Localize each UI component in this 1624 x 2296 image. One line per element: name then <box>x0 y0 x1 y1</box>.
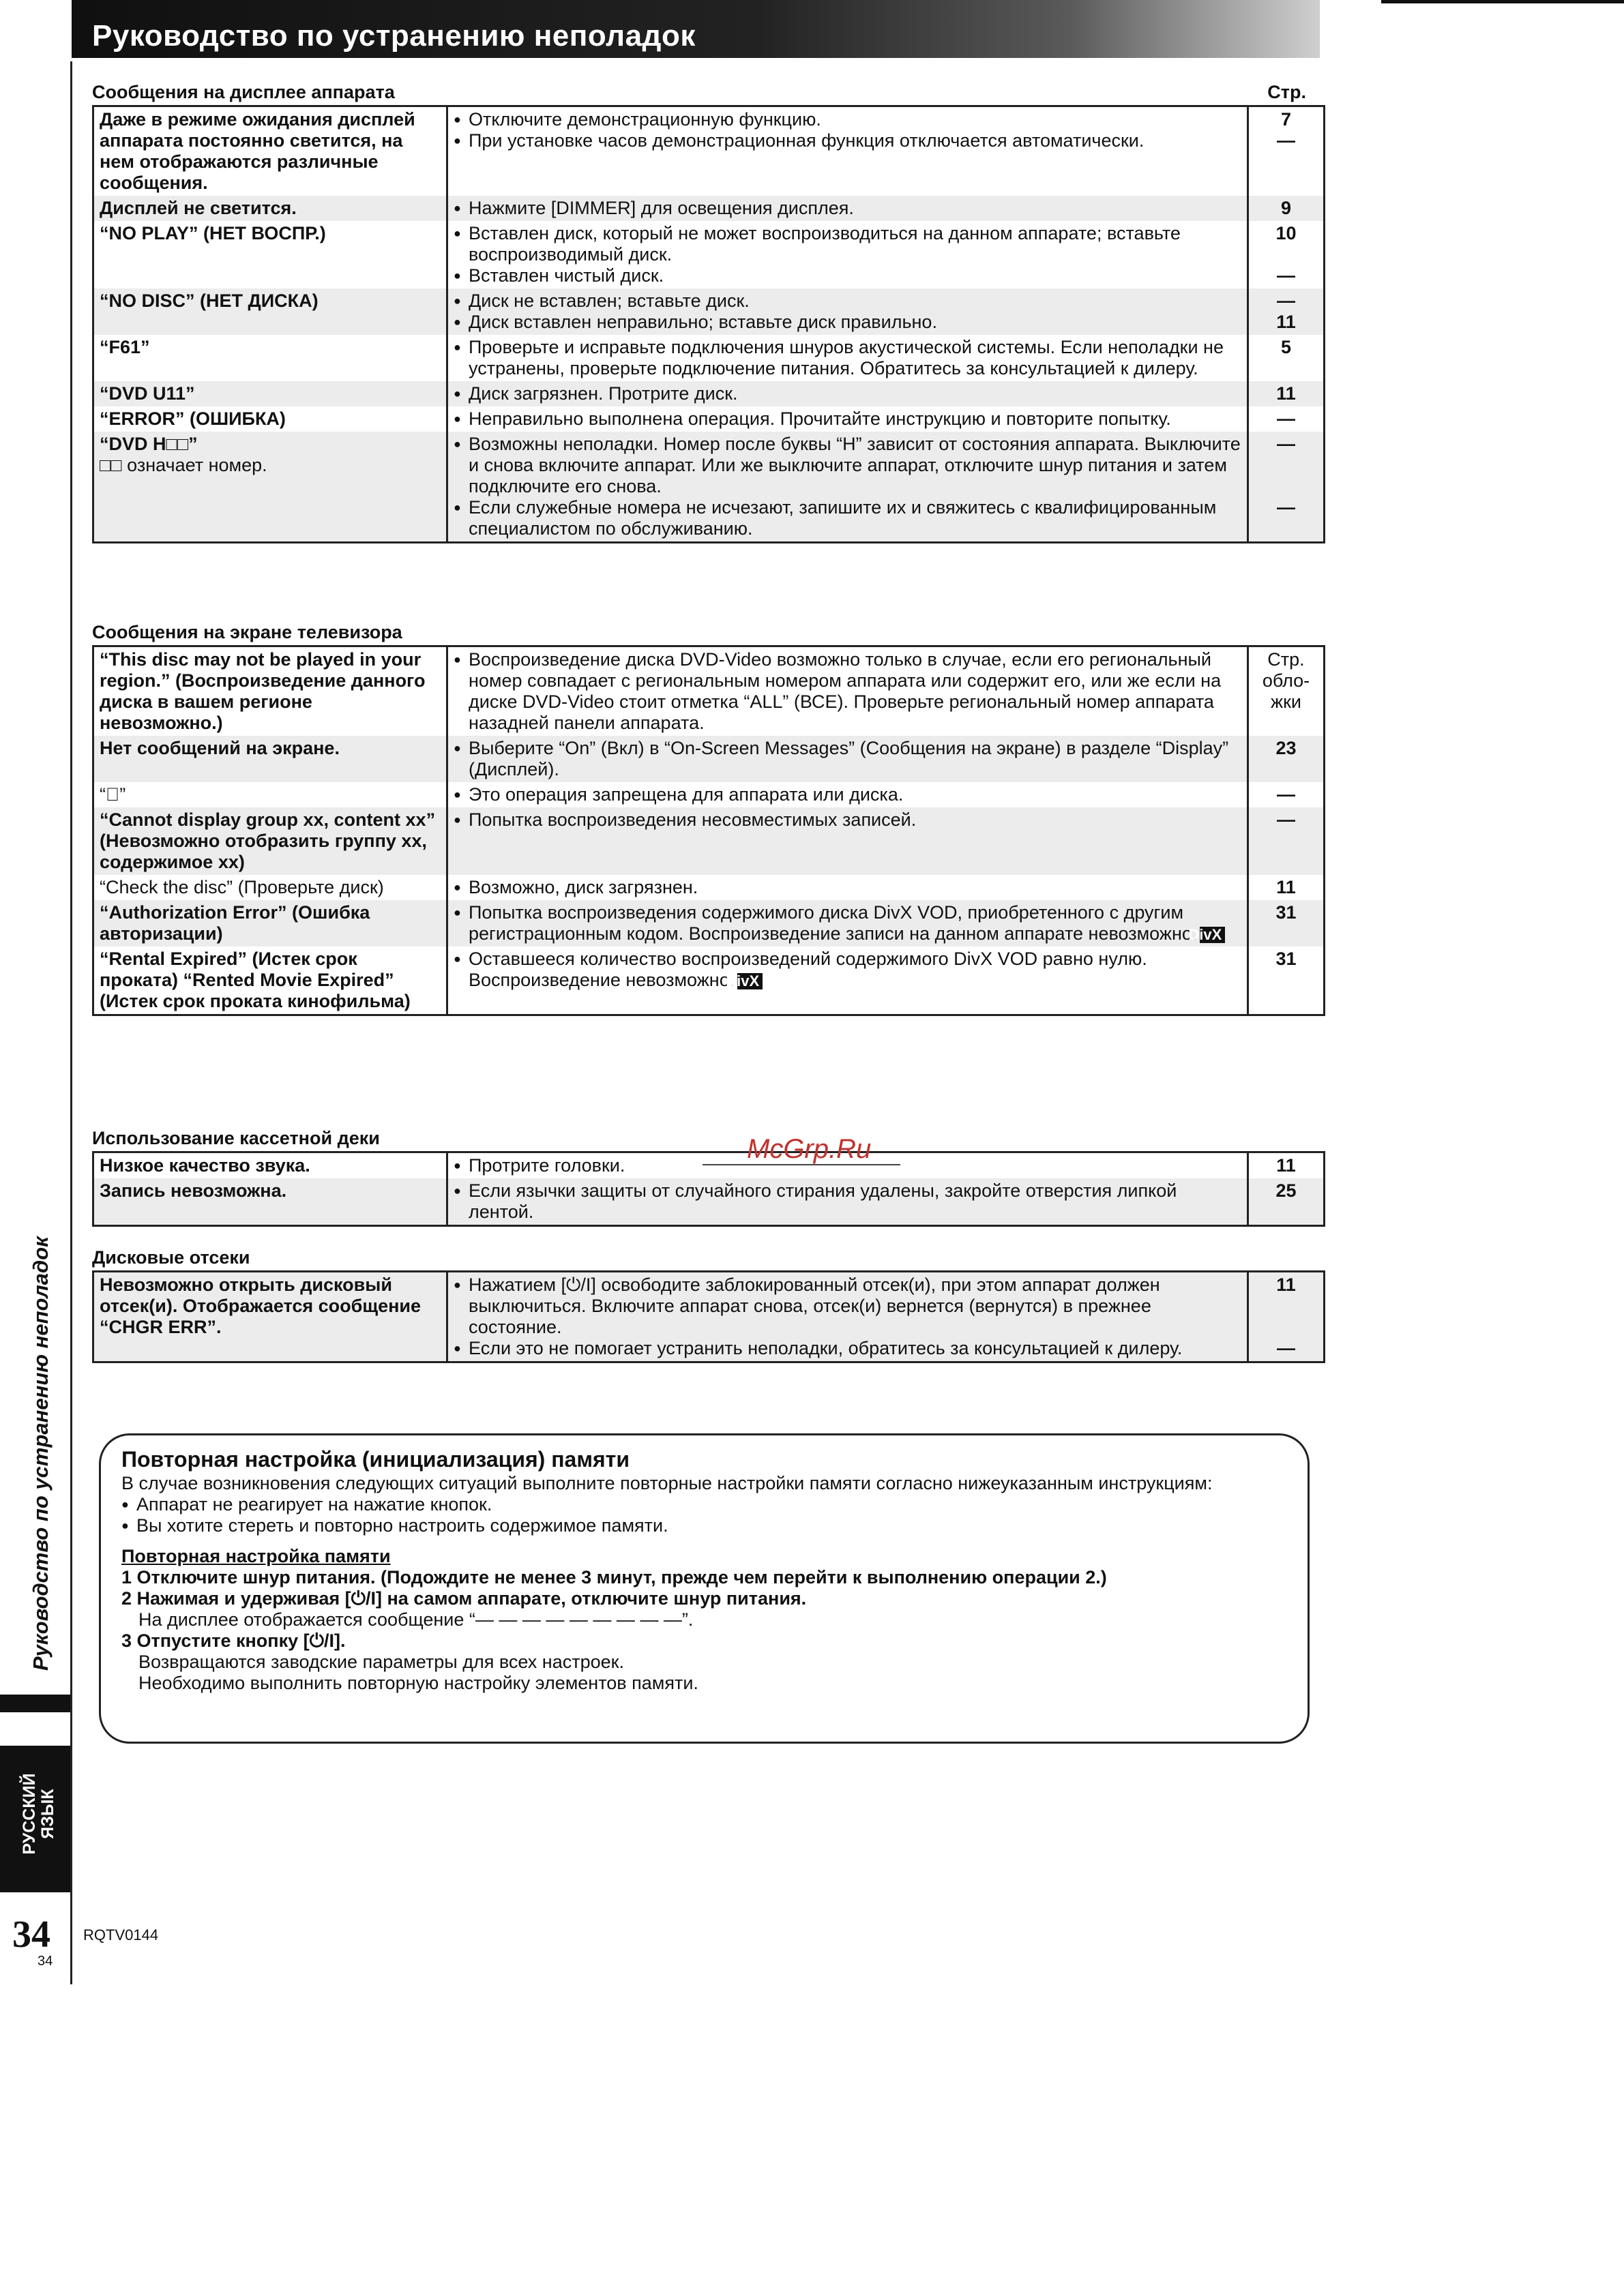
reset-title: Повторная настройка (инициализация) памяти <box>121 1447 630 1472</box>
watermark: McGrp.Ru <box>747 1134 872 1164</box>
table-row: “Check the disc” (Проверьте диск) ● Возможно, диск загрязнен. 11 <box>93 875 1325 900</box>
reset-step-1: 1 Отключите шнур питания. (Подождите не менее 3 минут, прежде чем перейти к выполнению операции 2.) <box>121 1567 1107 1587</box>
tv-messages-section <box>92 619 1320 1016</box>
section-heading: Сообщения на экране телевизора <box>92 622 402 642</box>
reset-subheading: Повторная настройка памяти <box>121 1546 391 1566</box>
tv-messages-table <box>92 645 1325 1016</box>
table-row: “ERROR” (ОШИБКА) ● Неправильно выполнена операция. Прочитайте инструкцию и повторите попытку. — <box>93 406 1325 432</box>
table-row: Нет сообщений на экране. ● Выберите “On” (Вкл) в “On-Screen Messages” (Сообщения на экране) в разделе “Display” (Дисплей). 23 <box>93 736 1325 782</box>
divx-badge: DivX <box>1200 927 1225 943</box>
section-heading: Сообщения на дисплее аппарата Стр. <box>92 79 1320 105</box>
page-number-small: 34 <box>38 1954 53 1969</box>
display-messages-table <box>92 105 1325 543</box>
section-heading: Дисковые отсеки <box>92 1247 250 1268</box>
watermark-underline <box>703 1164 900 1165</box>
spine-rule <box>70 61 72 1984</box>
table-row: “Rental Expired” (Истек срок проката) “Rented Movie Expired” (Истек срок проката кинофильма) ● Оставшееся количество воспроизведений содержимого DivX VOD равно нулю. Воспроизведение невозможно.DivX 31 <box>93 946 1325 1015</box>
tape-deck-table <box>92 1151 1325 1227</box>
table-row: Невозможно открыть дисковый отсек(и). Отображается сообщение “CHGR ERR”. ● Нажатием [⏻/I] освободите заблокированный отсек(и), при этом аппарат должен выключиться. Включите аппарат снова, отсек(и) вернется (вернутся) в прежнее состояние. ● Если это не помогает устранить неполадки, обратитесь за консультацией к дилеру. 11 — <box>93 1272 1325 1362</box>
spine-label: Руководство по устранению неполадок <box>29 1236 53 1671</box>
title-bar <box>72 0 1320 58</box>
top-rule <box>1381 0 1624 3</box>
table-row: “Authorization Error” (Ошибка авторизации) ● Попытка воспроизведения содержимого диска DivX VOD, приобретенного с другим регистрационным кодом. Воспроизведение записи на данном аппарате невозможно.DivX 31 <box>93 900 1325 946</box>
reset-step-3: 3 Отпустите кнопку [⏻/I]. <box>121 1630 346 1651</box>
table-row: “F61” ● Проверьте и исправьте подключения шнуров акустической системы. Если неполадки не устранены, проверьте подключение питания. Обратитесь за консультацией к дилеру. 5 <box>93 335 1325 381</box>
reset-step-2-note: На дисплее отображается сообщение “— — — — — — — — —”. <box>138 1609 694 1630</box>
spine-marker <box>0 1695 70 1712</box>
disc-tray-section <box>92 1244 1320 1363</box>
list-item: ● Аппарат не реагирует на нажатие кнопок. <box>121 1494 1287 1515</box>
reset-step-2: 2 Нажимая и удерживая [⏻/I] на самом аппарате, отключите шнур питания. <box>121 1588 807 1609</box>
table-row: Запись невозможна. ● Если язычки защиты от случайного стирания удалены, закройте отверстия липкой лентой. 25 <box>93 1178 1325 1226</box>
reset-step-3-note: Необходимо выполнить повторную настройку элементов памяти. <box>138 1673 698 1693</box>
reset-intro: В случае возникновения следующих ситуаций выполните повторные настройки памяти согласно нижеуказанным инструкциям: <box>121 1473 1213 1493</box>
table-row: “NO DISC” (НЕТ ДИСКА) ● Диск не вставлен; вставьте диск. ● Диск вставлен неправильно; вставьте диск правильно. — 11 <box>93 288 1325 335</box>
table-row: “NO PLAY” (НЕТ ВОСПР.) ● Вставлен диск, который не может воспроизводиться на данном аппарате; вставьте воспроизводимый диск. ● Вставлен чистый диск. 10 — <box>93 221 1325 288</box>
reset-step-3-note: Возвращаются заводские параметры для всех настроек. <box>138 1652 624 1672</box>
document-code: RQTV0144 <box>83 1926 159 1943</box>
tape-deck-section <box>92 1125 1320 1227</box>
table-row: Дисплей не светится. ● Нажмите [DIMMER] для освещения дисплея. 9 <box>93 196 1325 221</box>
list-item: ● Вы хотите стереть и повторно настроить содержимое памяти. <box>121 1515 1287 1536</box>
page-title: Руководство по устранению неполадок <box>92 19 696 53</box>
display-messages-section <box>92 79 1320 543</box>
table-row: “DVD H□□” □□ означает номер. ● Возможны неполадки. Номер после буквы “H” зависит от состояния аппарата. Выключите и снова включите аппарат. Или же выключите аппарат, отключите шнур питания и затем подключите его снова. ● Если служебные номера не исчезают, запишите их и свяжитесь с квалифицированным специалистом по обслуживанию. — — <box>93 432 1325 543</box>
table-row: “DVD U11” ● Диск загрязнен. Протрите диск. 11 <box>93 381 1325 406</box>
section-heading: Использование кассетной деки <box>92 1128 380 1148</box>
page-column-header: Стр. <box>1267 82 1306 102</box>
table-row: “⃠” ● Это операция запрещена для аппарата или диска. — <box>93 782 1325 807</box>
table-row: Низкое качество звука. ● Протрите головки. 11 <box>93 1152 1325 1179</box>
page-number: 34 <box>12 1913 50 1956</box>
divx-badge: DivX <box>737 973 763 989</box>
disc-tray-table <box>92 1270 1325 1363</box>
table-row: Даже в режиме ожидания дисплей аппарата постоянно светится, на нем отображаются различные сообщения. ● Отключите демонстрационную функцию. ● При установке часов демонстрационная функция отключается автоматически. 7 — <box>93 106 1325 196</box>
memory-reset-box <box>99 1433 1310 1744</box>
table-row: “This disc may not be played in your region.” (Воспроизведение данного диска в вашем регионе невозможно.) ● Воспроизведение диска DVD-Video возможно только в случае, если его региональный номер совпадает с региональным номером аппарата или содержит его, или же если на диске DVD-Video стоит отметка “ALL” (ВСЕ). Проверьте региональный номер аппарата назадней панели аппарата. Стр. обло-жки <box>93 646 1325 736</box>
language-tab: РУССКИЙ ЯЗЫК <box>0 1746 70 1892</box>
table-row: “Cannot display group xx, content xx” (Невозможно отобразить группу xx, содержимое xx) ● Попытка воспроизведения несовместимых записей. — <box>93 807 1325 875</box>
